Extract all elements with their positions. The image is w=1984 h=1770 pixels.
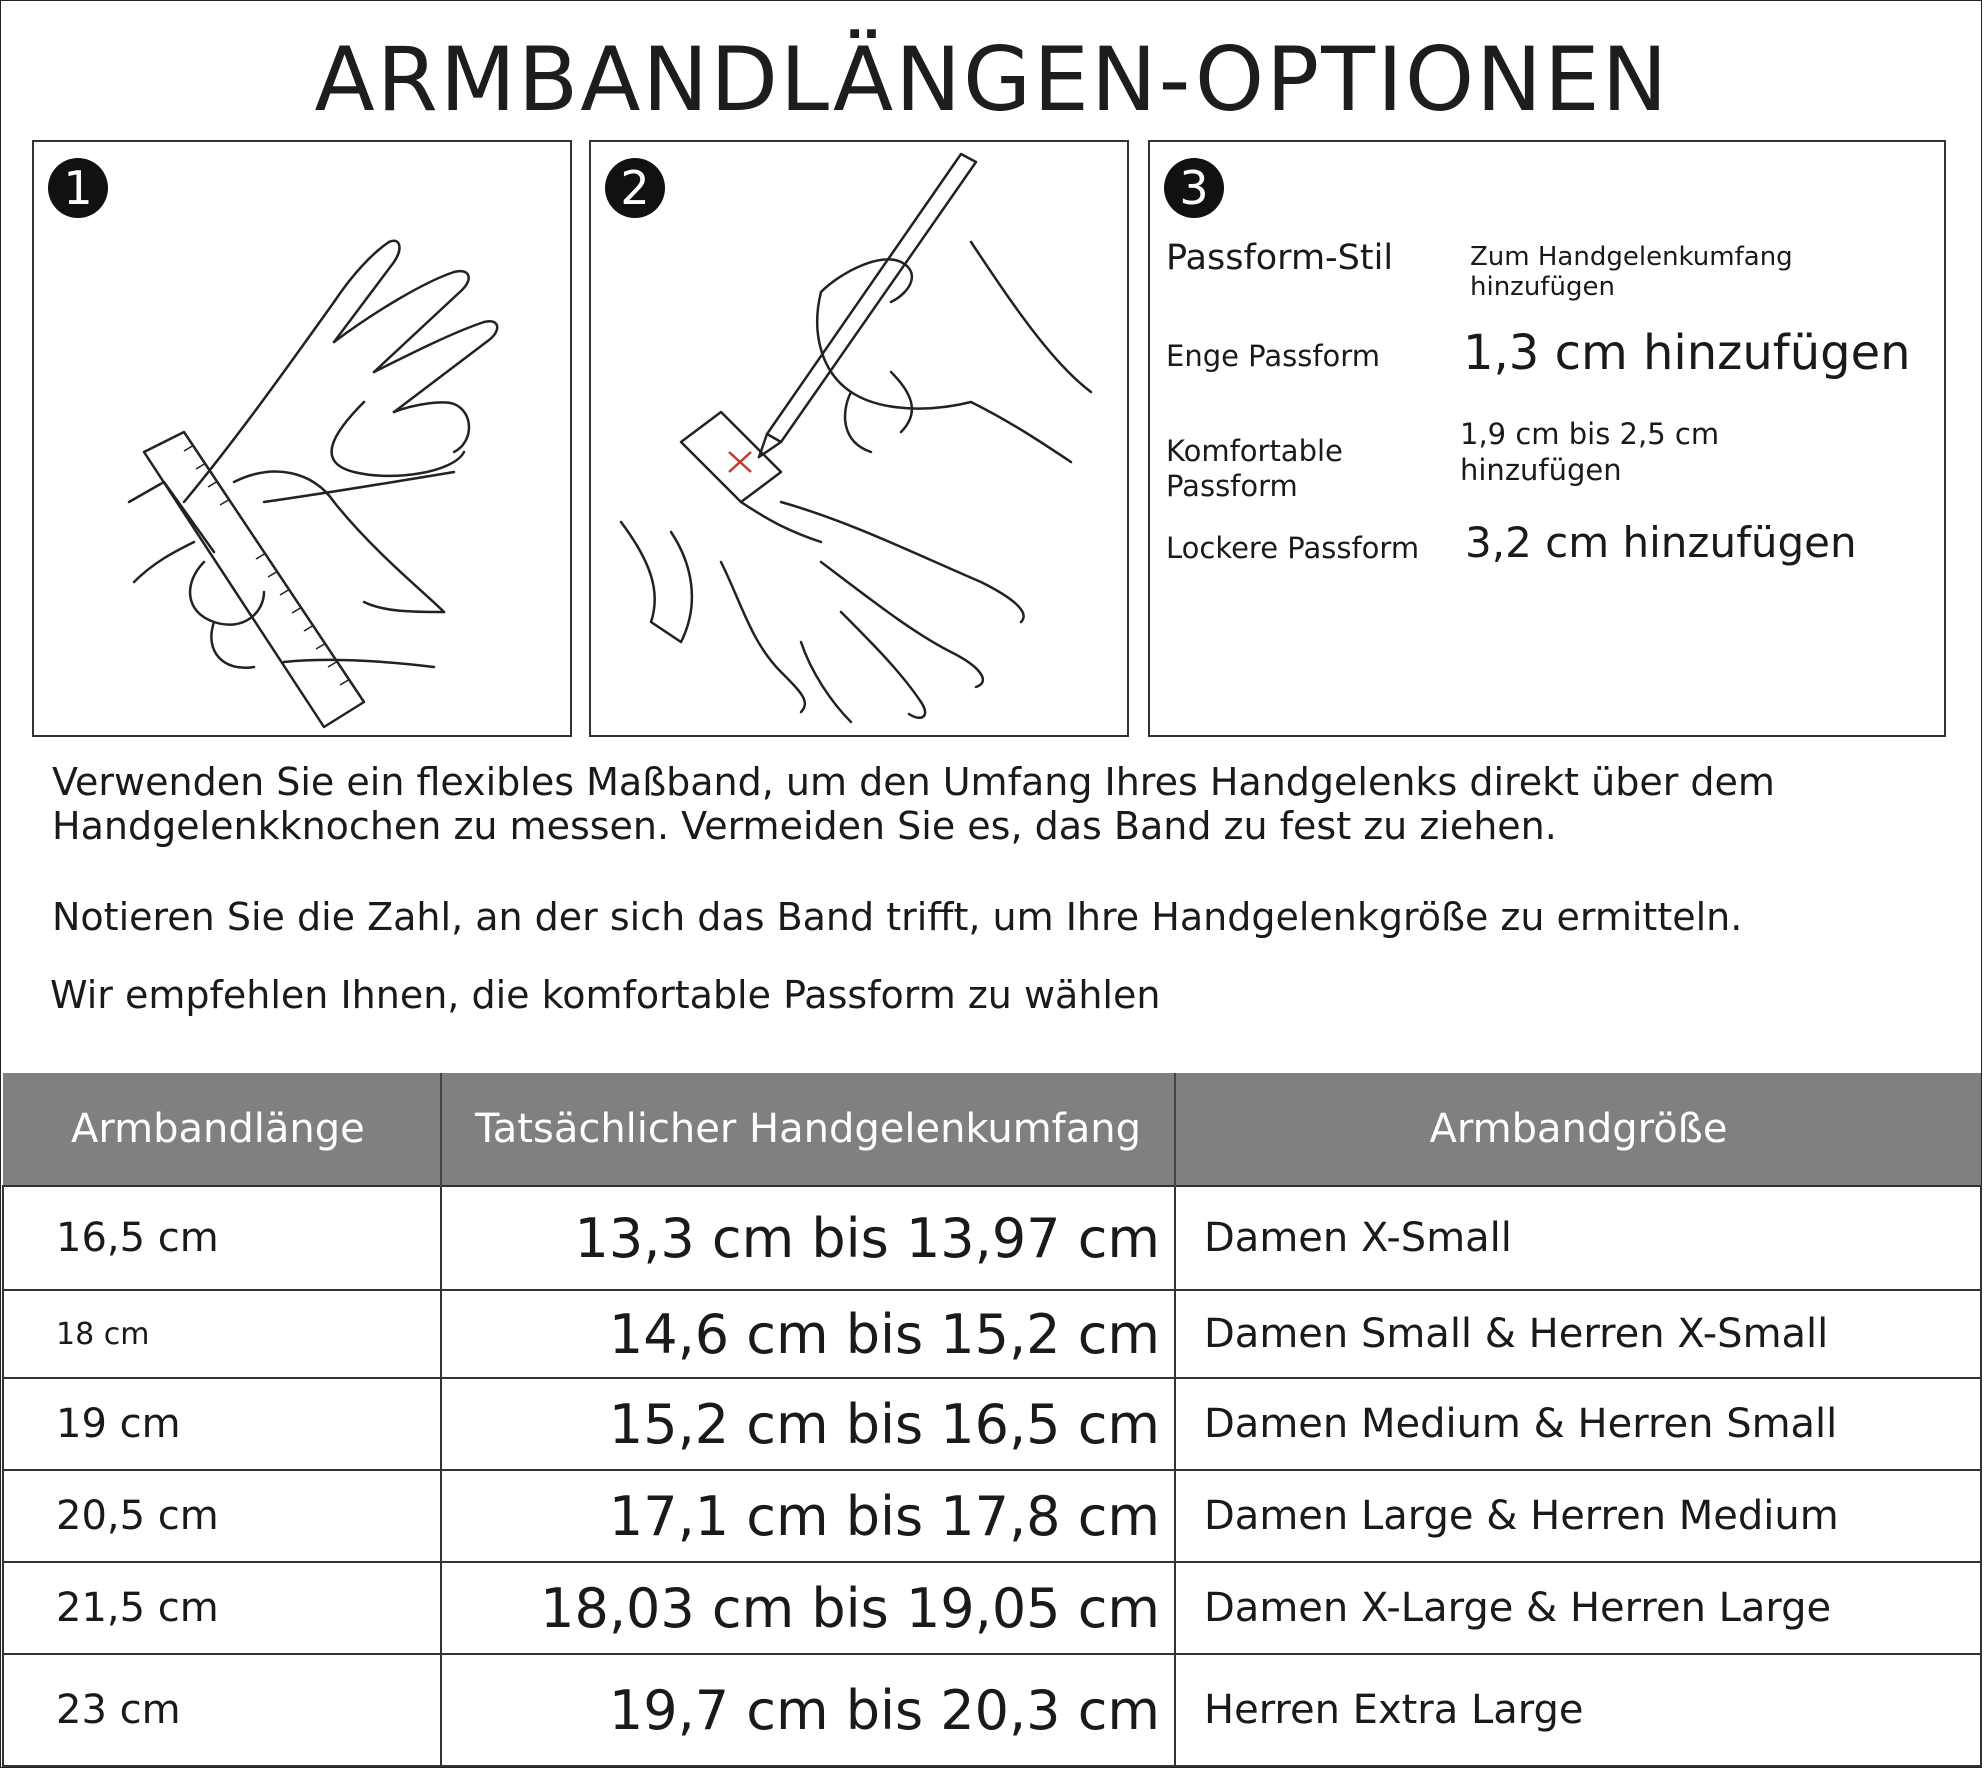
fit-style-header: Passform-Stil	[1166, 238, 1394, 278]
wrist-circumference-cell: 19,7 cm bis 20,3 cm	[441, 1654, 1175, 1766]
column-header: Armbandgröße	[1175, 1073, 1981, 1186]
column-header: Tatsächlicher Handgelenkumfang	[441, 1073, 1175, 1186]
bracelet-length-cell: 19 cm	[3, 1378, 441, 1470]
bracelet-size-cell: Damen X-Large & Herren Large	[1175, 1562, 1981, 1654]
wrist-circumference-cell: 13,3 cm bis 13,97 cm	[441, 1186, 1175, 1290]
table-row	[3, 1186, 1981, 1290]
step-number-badge: 1	[48, 158, 108, 218]
fit-style-label: Lockere Passform	[1166, 531, 1420, 565]
fit-style-label: Passform	[1166, 469, 1298, 503]
step-3-panel	[1148, 140, 1946, 737]
instruction-line: Verwenden Sie ein flexibles Maßband, um den Umfang Ihres Handgelenks direkt über dem	[52, 760, 1775, 804]
fit-style-label: Enge Passform	[1166, 339, 1380, 373]
size-table	[2, 1073, 1982, 1767]
step-2-panel	[589, 140, 1129, 737]
bracelet-size-cell: Damen Large & Herren Medium	[1175, 1470, 1981, 1562]
fit-add-value: hinzufügen	[1460, 453, 1622, 487]
recommendation-text: Wir empfehlen Ihnen, die komfortable Passform zu wählen	[50, 973, 1161, 1017]
bracelet-length-cell: 20,5 cm	[3, 1470, 441, 1562]
column-header: Armbandlänge	[3, 1073, 441, 1186]
bracelet-size-cell: Damen Medium & Herren Small	[1175, 1378, 1981, 1470]
step-number-badge: 3	[1164, 158, 1224, 218]
bracelet-size-cell: Herren Extra Large	[1175, 1654, 1981, 1766]
wrist-circumference-cell: 14,6 cm bis 15,2 cm	[441, 1290, 1175, 1378]
wrist-circumference-cell: 18,03 cm bis 19,05 cm	[441, 1562, 1175, 1654]
bracelet-length-cell: 23 cm	[3, 1654, 441, 1766]
instruction-line: Handgelenkknochen zu messen. Vermeiden Sie es, das Band zu fest zu ziehen.	[52, 804, 1557, 848]
step-number-badge: 2	[605, 158, 665, 218]
bracelet-length-cell: 18 cm	[3, 1290, 441, 1378]
wrist-circumference-cell: 15,2 cm bis 16,5 cm	[441, 1378, 1175, 1470]
table-row	[3, 1290, 1981, 1378]
bracelet-size-cell: Damen Small & Herren X-Small	[1175, 1290, 1981, 1378]
step-1-panel	[32, 140, 572, 737]
fit-style-label: Komfortable	[1166, 434, 1343, 468]
fit-add-value: 1,9 cm bis 2,5 cm	[1460, 417, 1720, 451]
wrist-circumference-cell: 17,1 cm bis 17,8 cm	[441, 1470, 1175, 1562]
page-title: ARMBANDLÄNGEN-OPTIONEN	[314, 28, 1670, 131]
fit-add-header: Zum Handgelenkumfang hinzufügen	[1470, 242, 1793, 302]
table-row	[3, 1562, 1981, 1654]
table-row	[3, 1654, 1981, 1766]
table-row	[3, 1378, 1981, 1470]
hand-marking-tape-with-pen-illustration	[591, 142, 1129, 737]
bracelet-length-cell: 21,5 cm	[3, 1562, 441, 1654]
fit-add-value: 3,2 cm hinzufügen	[1465, 518, 1857, 567]
bracelet-size-cell: Damen X-Small	[1175, 1186, 1981, 1290]
table-row	[3, 1470, 1981, 1562]
fit-add-value: 1,3 cm hinzufügen	[1463, 325, 1911, 381]
hand-measuring-tape-illustration	[34, 142, 572, 737]
bracelet-length-cell: 16,5 cm	[3, 1186, 441, 1290]
instruction-line: Notieren Sie die Zahl, an der sich das Band trifft, um Ihre Handgelenkgröße zu ermitteln.	[52, 895, 1743, 939]
table-header-row	[3, 1073, 1981, 1186]
